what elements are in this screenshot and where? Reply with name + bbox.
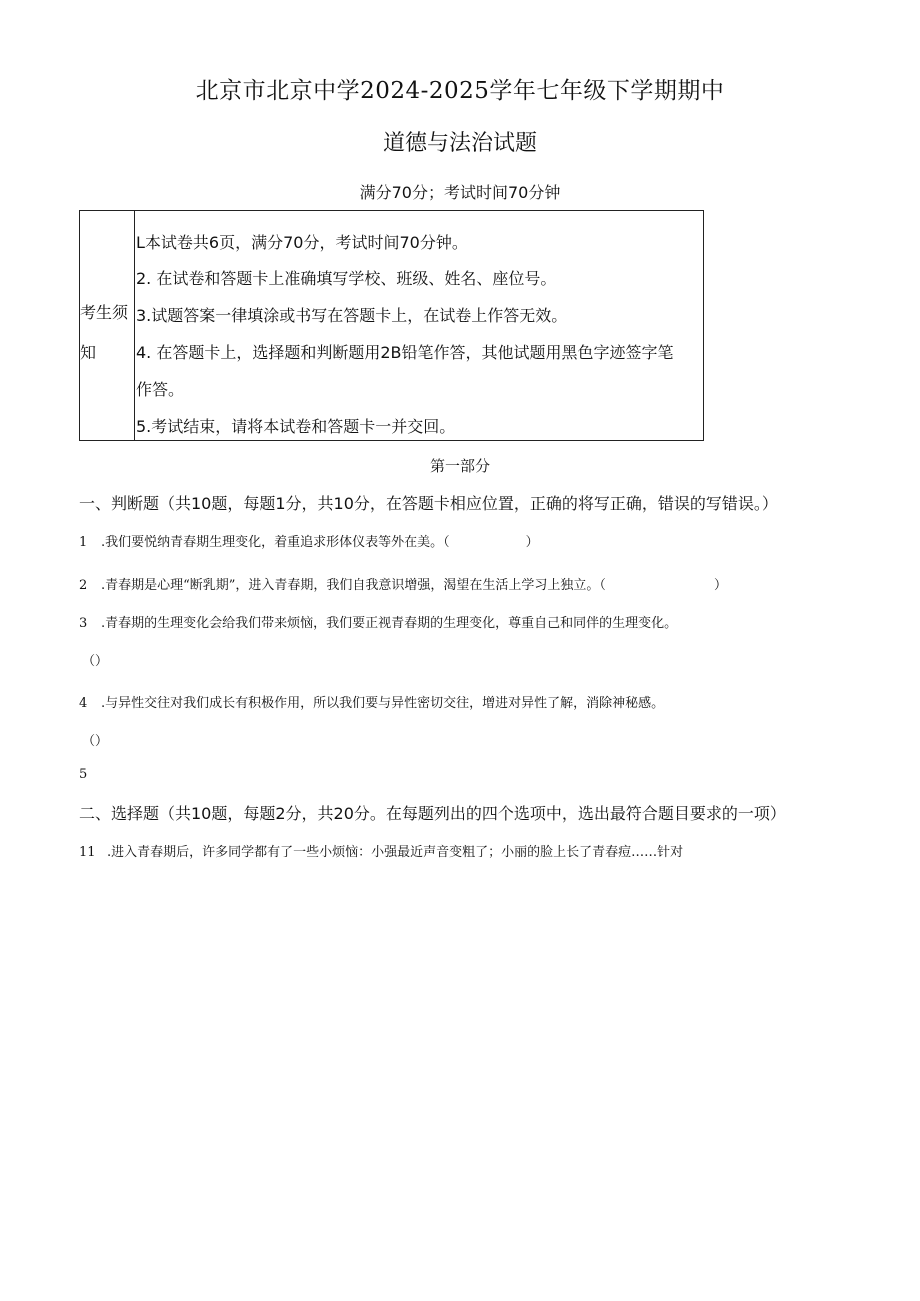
question-text: .青春期是心理“断乳期”，进入青春期，我们自我意识增强，渴望在生活上学习上独立。（ [101,578,606,593]
exam-info: 满分70分；考试时间70分钟 [359,183,561,202]
notice-label-line2: 知 [80,343,97,362]
part1-heading: 一、判断题（共10题，每题1分，共10分，在答题卡相应位置，正确的将写正确，错误的写错误。） [79,494,778,513]
page-subject-title: 道德与法治试题 [382,131,537,156]
answer-paren-close: ） [713,578,727,593]
section-title: 第一部分 [429,457,490,475]
question-1 [79,531,539,550]
question-text: .进入青春期后，许多同学都有了一些小烦恼：小强最近声音变粗了；小丽的脸上长了青春痘……针对 [107,845,684,860]
question-number: 5 [79,767,88,782]
question-3 [79,612,677,631]
notice-item-2: 2. 在试卷和答题卡上准确填写学校、班级、姓名、座位号。 [136,269,557,288]
question-4 [79,692,664,711]
part2-heading: 二、选择题（共10题，每题2分，共20分。在每题列出的四个选项中，选出最符合题目要求的一项） [79,804,786,823]
question-text: .与异性交往对我们成长有积极作用，所以我们要与异性密切交往，增进对异性了解，消除神秘感。 [101,696,665,711]
notice-table [79,210,704,441]
answer-paren: （） [82,654,109,669]
answer-paren: （） [82,734,109,749]
answer-paren-close: ） [525,535,539,550]
page-title: 北京市北京中学2024-2025学年七年级下学期期中 [195,78,725,104]
question-number: 3 [79,616,88,631]
question-number: 1 [79,535,88,550]
notice-label-line1: 考生须 [80,303,129,322]
question-text: .青春期的生理变化会给我们带来烦恼，我们要正视青春期的生理变化，尊重自己和同伴的生理变化。 [101,616,678,631]
question-text: .我们要悦纳青春期生理变化，着重追求形体仪表等外在美。（ [101,535,450,550]
notice-item-4-cont: 作答。 [136,380,185,399]
notice-item-3: 3.试题答案一律填涂或书写在答题卡上，在试卷上作答无效。 [136,306,568,325]
notice-item-4: 4. 在答题卡上，选择题和判断题用2B铅笔作答，其他试题用黑色字迹签字笔 [136,343,674,362]
notice-label-cell [80,211,135,440]
question-number: 11 [79,845,96,860]
question-2 [79,574,727,593]
notice-item-5: 5.考试结束，请将本试卷和答题卡一并交回。 [136,417,456,436]
question-5 [79,767,101,782]
question-number: 4 [79,696,88,711]
question-number: 2 [79,578,88,593]
notice-item-1: L本试卷共6页，满分70分，考试时间70分钟。 [136,233,468,252]
question-11 [79,841,683,860]
